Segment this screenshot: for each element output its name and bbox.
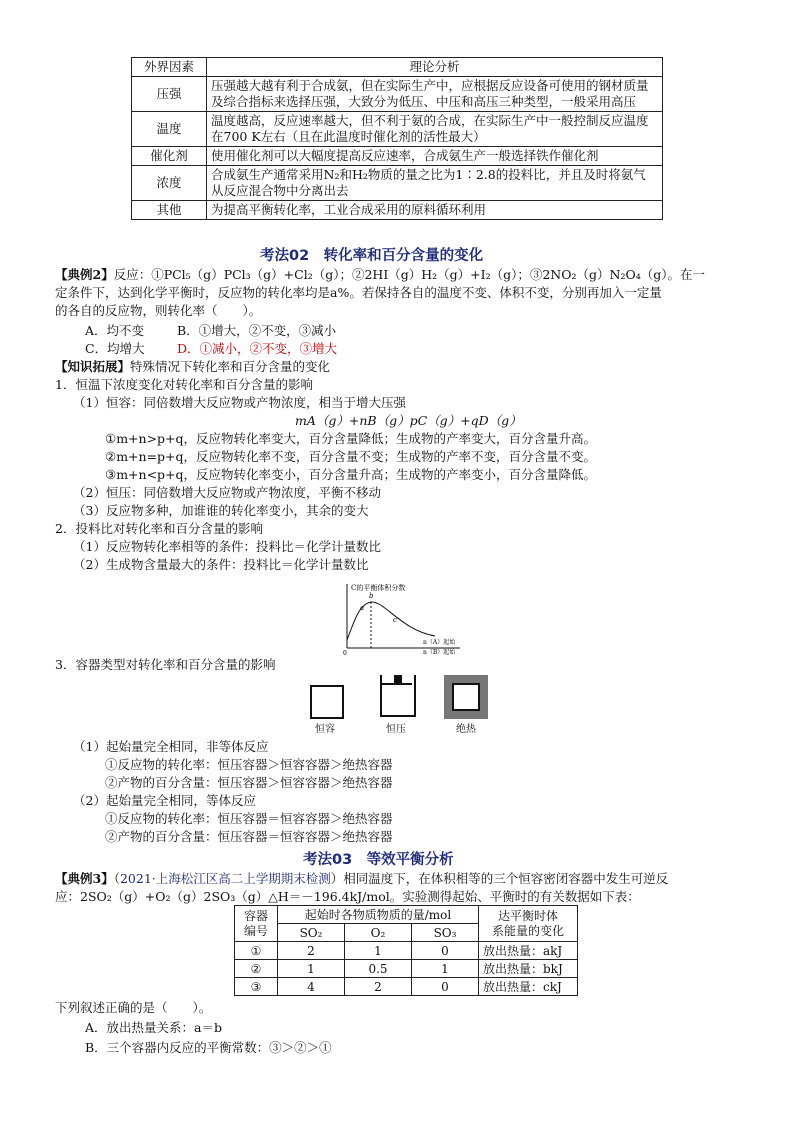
graph-xlabel-top: n（A）起始 — [423, 639, 456, 646]
example-tag: 【典例2】 — [55, 267, 114, 282]
table-cell: 2 — [345, 978, 412, 996]
table-header — [235, 906, 278, 942]
point-1-1: （1）恒容：同倍数增大反应物或产物浓度，相当于增大压强 — [73, 395, 406, 410]
container-caption: 恒容 — [315, 724, 335, 735]
case-1: ①m+n>p+q，反应物转化率变大，百分含量降低；生成物的产率变大，百分含量升高。 — [105, 431, 597, 446]
table-cell: 0.5 — [345, 960, 412, 978]
table-cell: 使用催化剂可以大幅度提高反应速率，合成氨生产一般选择铁作催化剂 — [207, 147, 663, 166]
table-cell: 放出热量：ckJ — [479, 978, 578, 996]
adiabatic-container — [444, 675, 488, 719]
table-header: 理论分析 — [207, 58, 663, 77]
option-b: B．三个容器内反应的平衡常数：③＞②＞① — [85, 1040, 332, 1055]
note-2a: ①反应物的转化率：恒压容器＝恒容容器＞绝热容器 — [105, 811, 393, 826]
table-cell: 0 — [412, 942, 479, 960]
constant-pressure-container — [380, 675, 416, 717]
case-2: ②m+n=p+q，反应物转化率不变，百分含量不变；生成物的产率不变，百分含量不变。 — [105, 449, 597, 464]
table-cell: ③ — [235, 978, 278, 996]
note-2: （2）起始量完全相同，等体反应 — [73, 793, 256, 808]
table-cell: 其他 — [132, 201, 207, 220]
table-header — [479, 906, 578, 942]
table-cell: 催化剂 — [132, 147, 207, 166]
table-row — [235, 942, 578, 960]
table-cell: 压强越大越有利于合成氨，但在实际生产中，应根据反应设备可使用的钢材质量及综合指标来选择压强，大致分为低压、中压和高压三种类型，一般采用高压 — [207, 77, 663, 112]
table-cell: 压强 — [132, 77, 207, 112]
graph-xlabel-bottom: n（B）起始 — [423, 649, 456, 656]
container-caption: 绝热 — [456, 724, 476, 735]
table-row — [235, 978, 578, 996]
knowledge-tag: 【知识拓展】 — [55, 359, 131, 374]
table-cell: 合成氨生产通常采用N₂和H₂物质的量之比为1∶2.8的投料比，并且及时将氨气从反应混合物中分离出去 — [207, 166, 663, 201]
graph-origin: 0 — [343, 650, 347, 656]
graph-point-c: c — [393, 616, 397, 624]
table-cell: 1 — [345, 942, 412, 960]
table-cell: 温度越高，反应速率越大，但不利于氨的合成，在实际生产中一般控制反应温度在700 K左右（且在此温度时催化剂的活性最大） — [207, 112, 663, 147]
table-cell: 浓度 — [132, 166, 207, 201]
point-2-1: （1）反应物转化率相等的条件：投料比＝化学计量数比 — [73, 539, 381, 554]
table-cell: 为提高平衡转化率，工业合成采用的原料循环利用 — [207, 201, 663, 220]
graph-point-b: b — [369, 592, 374, 600]
point-1-3: （3）反应物多种，加谁谁的转化率变小，其余的变大 — [73, 503, 369, 518]
adiabatic-inner — [452, 683, 480, 711]
table-cell: 0 — [412, 978, 479, 996]
option-b: B．①增大，②不变，③减小 — [177, 323, 337, 338]
header-text: 达平衡时体 — [497, 908, 558, 923]
factor-table — [131, 57, 663, 220]
section-title: 考法03 等效平衡分析 — [303, 852, 454, 868]
table-cell: 放出热量：bkJ — [479, 960, 578, 978]
example-tag: 【典例3】 — [55, 871, 114, 886]
example-text: 定条件下，达到化学平衡时，反应物的转化率均是a%。若保持各自的温度不变、体积不变，分别再加入一定量 — [55, 285, 662, 300]
header-text: 容器 — [243, 908, 268, 923]
graph-point-a: a — [360, 604, 365, 612]
reaction-equation: mA（g）+nB（g）pC（g）+qD（g） — [295, 413, 522, 428]
table-cell: ② — [235, 960, 278, 978]
table-cell: 4 — [278, 978, 345, 996]
note-1b: ②产物的百分含量：恒压容器＞恒容容器＞绝热容器 — [105, 775, 393, 790]
point-2: 2．投料比对转化率和百分含量的影响 — [55, 521, 263, 536]
example-text: 反应：①PCl₅（g）PCl₃（g）+Cl₂（g）；②2HI（g）H₂（g）+I₂（g）；③2NO₂（g）N₂O₄（g）。在一 — [113, 267, 705, 282]
container-caption: 恒压 — [386, 724, 406, 735]
header-text: 编号 — [243, 923, 268, 938]
example-text: 相同温度下，在体积相等的三个恒容密闭容器中发生可逆反 — [343, 871, 669, 886]
option-c: C．均增大 — [85, 341, 145, 356]
example-text: 的各自的反应物，则转化率（ ）。 — [55, 303, 262, 318]
table-row — [235, 960, 578, 978]
point-3: 3．容器类型对转化率和百分含量的影响 — [55, 657, 276, 672]
table-header: O₂ — [345, 924, 412, 942]
option-a: A．均不变 — [85, 323, 145, 338]
table-header: SO₃ — [412, 924, 479, 942]
table-cell: 1 — [278, 960, 345, 978]
note-1a: ①反应物的转化率：恒压容器＞恒容容器＞绝热容器 — [105, 757, 393, 772]
point-1: 1．恒温下浓度变化对转化率和百分含量的影响 — [55, 377, 313, 392]
section-title: 考法02 转化率和百分含量的变化 — [260, 248, 484, 264]
table-cell: 1 — [412, 960, 479, 978]
source-bracket: ） — [330, 871, 344, 886]
graph-ylabel: C的平衡体积分数 — [351, 584, 406, 592]
table-header: 外界因素 — [132, 58, 207, 77]
note-2b: ②产物的百分含量：恒压容器＝恒容容器＞绝热容器 — [105, 829, 393, 844]
table-header: 起始时各物质物质的量/mol — [278, 906, 479, 924]
option-d-answer: D．①减小，②不变，③增大 — [177, 341, 338, 356]
source-label: 2021·上海松江区高二上学期期末检测 — [119, 871, 331, 886]
example-text: 应：2SO₂（g）+O₂（g）2SO₃（g）△H＝－196.4kJ/mol。实验测得起始、平衡时的有关数据如下表： — [55, 889, 640, 904]
point-2-2: （2）生成物含量最大的条件：投料比＝化学计量数比 — [73, 557, 369, 572]
source-bracket: （ — [113, 871, 120, 886]
equilibrium-table — [234, 905, 578, 996]
case-3: ③m+n<p+q，反应物转化率变小，百分含量升高；生成物的产率变小，百分含量降低。 — [105, 467, 597, 482]
table-header: SO₂ — [278, 924, 345, 942]
ratio-graph — [335, 578, 470, 656]
table-cell: 温度 — [132, 112, 207, 147]
piston-rod — [394, 675, 402, 683]
table-cell: ① — [235, 942, 278, 960]
question-text: 下列叙述正确的是（ ）。 — [55, 1000, 212, 1015]
table-cell: 2 — [278, 942, 345, 960]
constant-volume-container — [310, 685, 344, 719]
header-text: 系能量的变化 — [491, 923, 564, 938]
piston — [380, 683, 412, 685]
knowledge-title: 特殊情况下转化率和百分含量的变化 — [130, 359, 331, 374]
note-1: （1）起始量完全相同，非等体反应 — [73, 739, 269, 754]
table-cell: 放出热量：akJ — [479, 942, 578, 960]
option-a: A．放出热量关系：a＝b — [85, 1020, 222, 1035]
point-1-2: （2）恒压：同倍数增大反应物或产物浓度，平衡不移动 — [73, 485, 381, 500]
